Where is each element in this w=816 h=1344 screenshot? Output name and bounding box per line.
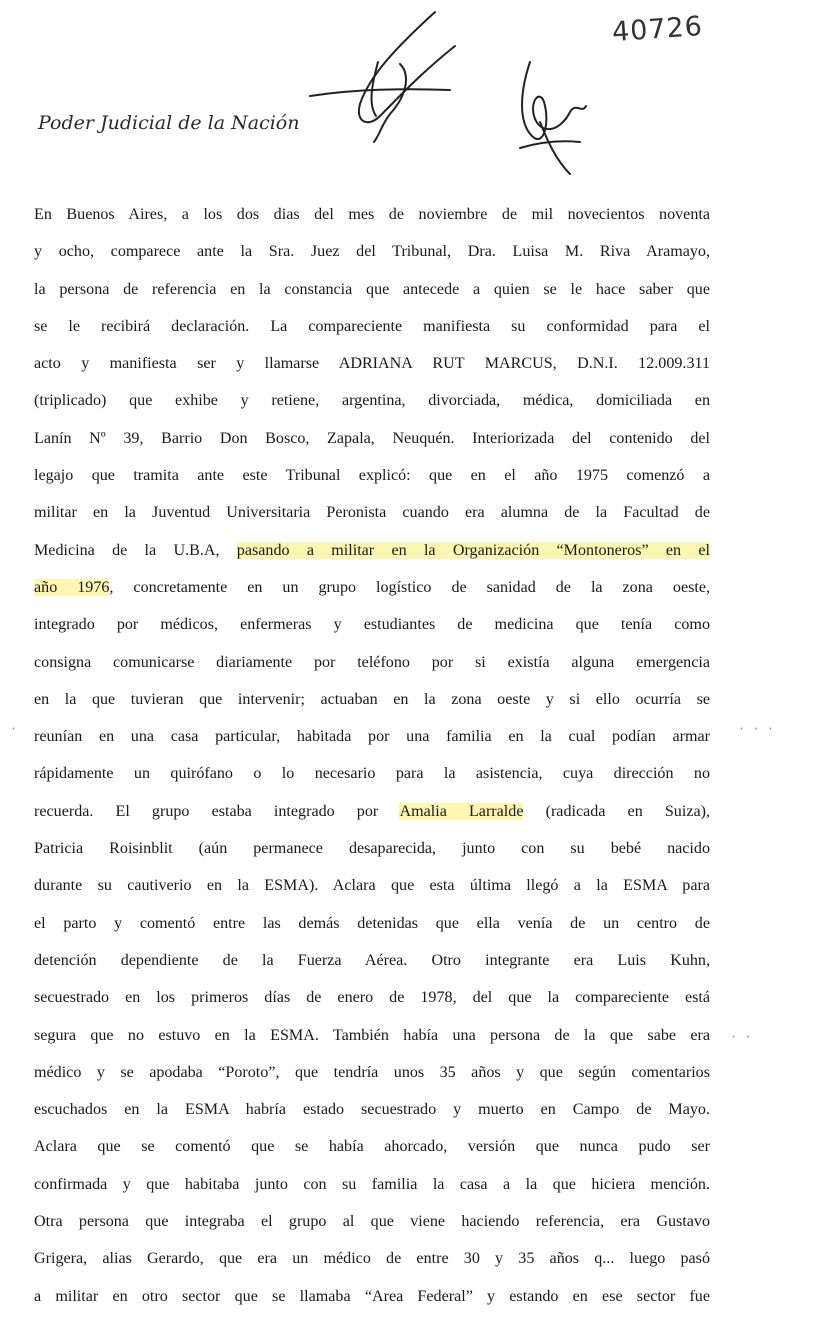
- text-segment: integrado por médicos, enfermeras y estudiantes de medicina que tenía como: [34, 616, 710, 634]
- text-line: [34, 420, 710, 457]
- text-segment: en la que tuvieran que intervenir; actuaban en la zona oeste y si ello ocurría se: [34, 690, 710, 708]
- text-segment: reunían en una casa particular, habitada por una familia en la cual podían armar: [34, 728, 710, 746]
- text-line: [34, 793, 710, 830]
- text-line: [34, 1128, 710, 1165]
- text-line: [34, 1278, 710, 1315]
- text-segment: confirmada y que habitaba junto con su familia la casa a la que hiciera mención.: [34, 1175, 710, 1193]
- signature-mark-2: [500, 52, 610, 182]
- highlighted-text: año 1976: [34, 578, 110, 596]
- text-segment: escuchados en la ESMA habría estado secuestrado y muerto en Campo de Mayo.: [34, 1101, 710, 1119]
- text-line: [34, 755, 710, 792]
- text-line: [34, 345, 710, 382]
- text-line: [34, 867, 710, 904]
- text-segment: legajo que tramita ante este Tribunal explicó: que en el año 1975 comenzó a: [34, 467, 710, 485]
- text-line: [34, 233, 710, 270]
- text-segment: (radicada en Suiza),: [523, 802, 710, 820]
- text-line: [34, 382, 710, 419]
- margin-dots: ·: [10, 722, 18, 736]
- text-line: [34, 681, 710, 718]
- text-line: [34, 1166, 710, 1203]
- text-segment: recuerda. El grupo estaba integrado por: [34, 802, 400, 820]
- text-segment: segura que no estuvo en la ESMA. También había una persona de la que sabe era: [34, 1026, 710, 1044]
- text-line: [34, 457, 710, 494]
- text-line: [34, 644, 710, 681]
- text-line: [34, 606, 710, 643]
- text-line: [34, 1054, 710, 1091]
- text-segment: detención dependiente de la Fuerza Aérea. Otro integrante era Luis Kuhn,: [34, 951, 710, 969]
- text-segment: médico y se apodaba “Poroto”, que tendría unos 35 años y que según comentarios: [34, 1063, 710, 1081]
- text-segment: Otra persona que integraba el grupo al que viene haciendo referencia, era Gustavo: [34, 1213, 710, 1231]
- text-segment: Aclara que se comentó que se había ahorcado, versión que nunca pudo ser: [34, 1138, 710, 1156]
- text-line: [34, 905, 710, 942]
- text-segment: secuestrado en los primeros días de enero de 1978, del que la compareciente está: [34, 989, 710, 1007]
- text-segment: Medicina de la U.B.A,: [34, 541, 237, 559]
- text-segment: En Buenos Aires, a los dos dias del mes de noviembre de mil novecientos noventa: [34, 206, 710, 223]
- text-segment: rápidamente un quirófano o lo necesario para la asistencia, cuya dirección no: [34, 765, 710, 783]
- text-segment: consigna comunicarse diariamente por teléfono por si existía alguna emergencia: [34, 653, 710, 671]
- testimony-body: [34, 196, 710, 1315]
- text-segment: y ocho, comparece ante la Sra. Juez del Tribunal, Dra. Luisa M. Riva Aramayo,: [34, 243, 710, 261]
- margin-dots: · ·: [730, 1030, 752, 1044]
- text-segment: Patricia Roisinblit (aún permanece desaparecida, junto con su bebé nacido: [34, 840, 710, 858]
- margin-dots: · · ·: [738, 722, 775, 736]
- text-line: [34, 1203, 710, 1240]
- highlighted-text: Amalia Larralde: [399, 802, 524, 820]
- text-segment: acto y manifiesta ser y llamarse ADRIANA RUT MARCUS, D.N.I. 12.009.311: [34, 355, 710, 373]
- page-number: 40726: [611, 10, 704, 49]
- text-segment: Grigera, alias Gerardo, que era un médico de entre 30 y 35 años q... luego pasó: [34, 1250, 710, 1268]
- text-line: [34, 1017, 710, 1054]
- text-line: [34, 979, 710, 1016]
- text-line: [34, 494, 710, 531]
- text-line: [34, 1091, 710, 1128]
- text-segment: (triplicado) que exhibe y retiene, argentina, divorciada, médica, domiciliada en: [34, 392, 710, 410]
- text-segment: la persona de referencia en la constancia que antecede a quien se le hace saber que: [34, 280, 710, 298]
- text-segment: Lanín Nº 39, Barrio Don Bosco, Zapala, Neuquén. Interiorizada del contenido del: [34, 429, 710, 447]
- text-segment: a militar en otro sector que se llamaba “Area Federal” y estando en ese sector fue: [34, 1287, 710, 1305]
- text-segment: se le recibirá declaración. La compareciente manifiesta su conformidad para el: [34, 317, 710, 335]
- text-line: [34, 271, 710, 308]
- text-line: [34, 196, 710, 233]
- text-line: [34, 532, 710, 569]
- text-segment: durante su cautiverio en la ESMA). Aclara que esta última llegó a la ESMA para: [34, 877, 710, 895]
- text-line: [34, 830, 710, 867]
- text-line: [34, 569, 710, 606]
- text-line: [34, 718, 710, 755]
- court-header: Poder Judicial de la Nación: [38, 112, 300, 134]
- text-segment: , concretamente en un grupo logístico de sanidad de la zona oeste,: [109, 578, 710, 596]
- text-line: [34, 942, 710, 979]
- text-segment: el parto y comentó entre las demás detenidas que ella venía de un centro de: [34, 914, 710, 932]
- text-line: [34, 1240, 710, 1277]
- text-segment: militar en la Juventud Universitaria Peronista cuando era alumna de la Facultad de: [34, 504, 710, 522]
- text-line: [34, 308, 710, 345]
- highlighted-text: pasando a militar en la Organización “Montoneros” en el: [236, 541, 710, 559]
